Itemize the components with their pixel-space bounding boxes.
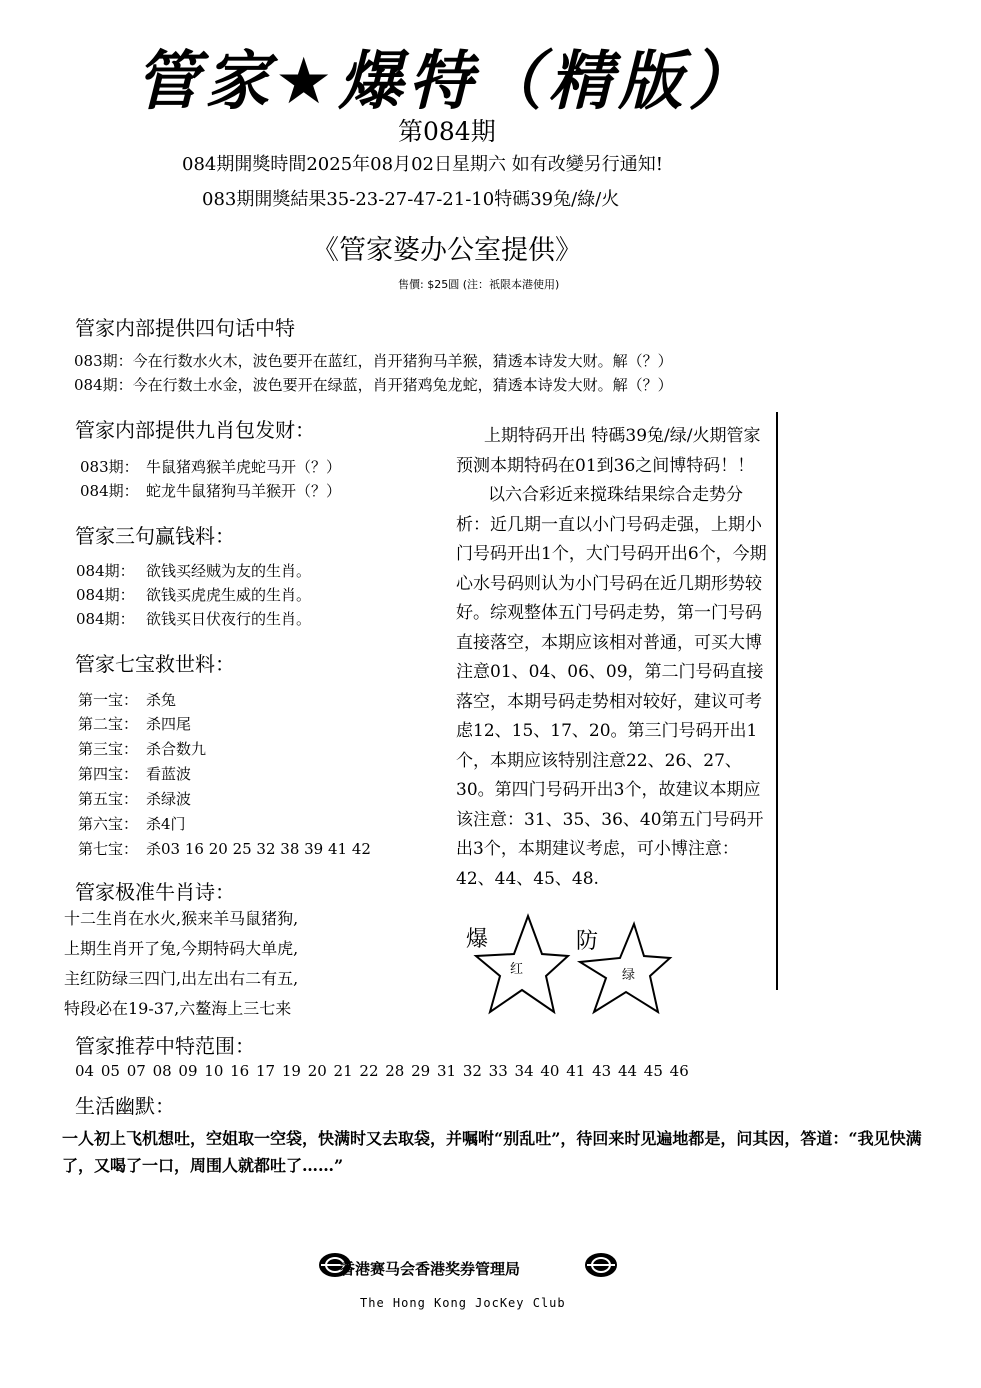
nine-zodiac-issue: 084期： [80, 482, 139, 500]
last-result: 083期開獎結果35-23-27-47-21-10特碼39兔/綠/火 [202, 189, 620, 210]
treasure-label: 第五宝： [78, 790, 139, 808]
three-sentences-heading: 管家三句赢钱料： [75, 524, 235, 548]
three-sentences-issue: 084期： [76, 586, 135, 604]
three-sentences-text: 欲钱买虎虎生威的生肖。 [146, 586, 312, 604]
nine-zodiac-issue: 083期： [80, 458, 139, 476]
humor-heading: 生活幽默： [75, 1094, 175, 1118]
treasure-label: 第二宝： [78, 715, 139, 733]
three-sentences-text: 欲钱买日伏夜行的生肖。 [146, 610, 312, 628]
bao-color: 红 [510, 962, 524, 977]
treasure-text: 杀4门 [146, 815, 186, 833]
humor-text: 一人初上飞机想吐，空姐取一空袋，快满时又去取袋，并嘱咐“别乱吐”，待回来时见遍地都是，问其因，答道：“我见快满了，又喝了一口，周围人就都吐了……” [62, 1129, 922, 1175]
treasure-label: 第三宝： [78, 740, 139, 758]
range-heading: 管家推荐中特范围： [75, 1034, 255, 1058]
footer-cn: 香港赛马会香港奖券管理局 [340, 1260, 521, 1278]
footer-en: The Hong Kong JocKey Club [360, 1296, 566, 1310]
treasure-text: 杀兔 [146, 691, 177, 709]
range-numbers: 04 05 07 08 09 10 16 17 19 20 21 22 28 29 31 32 33 34 40 41 43 44 45 46 [75, 1062, 689, 1080]
four-sentences-heading: 管家内部提供四句话中特 [75, 316, 295, 340]
four-sentences-line: 084期：今在行数土水金，波色要开在绿蓝，肖开猪鸡兔龙蛇，猜透本诗发大财。解（？） [74, 376, 673, 394]
draw-time: 084期開獎時間2025年08月02日星期六 如有改變另行通知! [182, 154, 663, 175]
provider: 《管家婆办公室提供》 [312, 235, 582, 266]
four-sentences-line: 083期：今在行数水火木，波色要开在蓝红，肖开猪狗马羊猴，猜透本诗发大财。解（？） [74, 352, 673, 370]
page-title: 管家★爆特（精版） [135, 45, 759, 119]
three-sentences-issue: 084期： [76, 610, 135, 628]
analysis-box [448, 412, 778, 990]
poem-line: 上期生肖开了兔,今期特码大单虎, [64, 939, 299, 958]
treasure-label: 第六宝： [78, 815, 139, 833]
poem-line: 特段必在19-37,六鳌海上三七来 [64, 999, 292, 1018]
treasure-label: 第四宝： [78, 765, 139, 783]
three-sentences-text: 欲钱买经贼为友的生肖。 [146, 562, 312, 580]
treasure-label: 第七宝： [78, 840, 139, 858]
nine-zodiac-text: 牛鼠猪鸡猴羊虎蛇马开（？） [146, 458, 342, 476]
jockey-club-logo-right [584, 1252, 618, 1278]
poem-line: 主红防绿三四门,出左出右二有五, [64, 969, 299, 988]
treasure-text: 看蓝波 [146, 765, 192, 783]
nine-zodiac-heading: 管家内部提供九肖包发财： [75, 418, 315, 442]
treasure-label: 第一宝： [78, 691, 139, 709]
three-sentences-issue: 084期： [76, 562, 135, 580]
treasure-text: 杀合数九 [146, 740, 207, 758]
treasure-text: 杀绿波 [146, 790, 192, 808]
seven-treasures-heading: 管家七宝救世料： [75, 652, 235, 676]
analysis-para-1: 上期特码开出 特碼39兔/绿/火期管家预测本期特码在01到36之间博特码！！ [456, 426, 761, 476]
analysis-para-2: 以六合彩近来搅珠结果综合走势分析：近几期一直以小门号码走强，上期小门号码开出1个，大门号码开出6个，今期心水号码则认为小门号码在近几期形势较好。综观整体五门号码走势，第一门号码直接落空，本期应该相对普通，可买大博注意01、04、06、09，第二门号码直接落空，本期号码走势相对较好，建议可考虑12、15、17、20。第三门号码开出1个，本期应该特别注意22、26、27、30。第四门号码开出3个，故建议本期应该注意：31、35、36、40第五门号码开出3个，本期建议考虑，可小博注意：42、44、45、48. [456, 485, 767, 889]
fang-label: 防 [576, 929, 599, 954]
treasure-text: 杀四尾 [146, 715, 192, 733]
fang-color: 绿 [622, 968, 636, 983]
issue-number: 第084期 [398, 117, 496, 146]
treasure-text: 杀03 16 20 25 32 38 39 41 42 [146, 840, 371, 858]
bao-label: 爆 [466, 927, 489, 952]
nine-zodiac-text: 蛇龙牛鼠猪狗马羊猴开（？） [146, 482, 342, 500]
price-note: 售價: $25圓 (注：祇限本港使用) [398, 278, 560, 291]
poem-line: 十二生肖在水火,猴来羊马鼠猪狗, [64, 909, 299, 928]
poem-heading: 管家极准牛肖诗： [75, 880, 235, 904]
